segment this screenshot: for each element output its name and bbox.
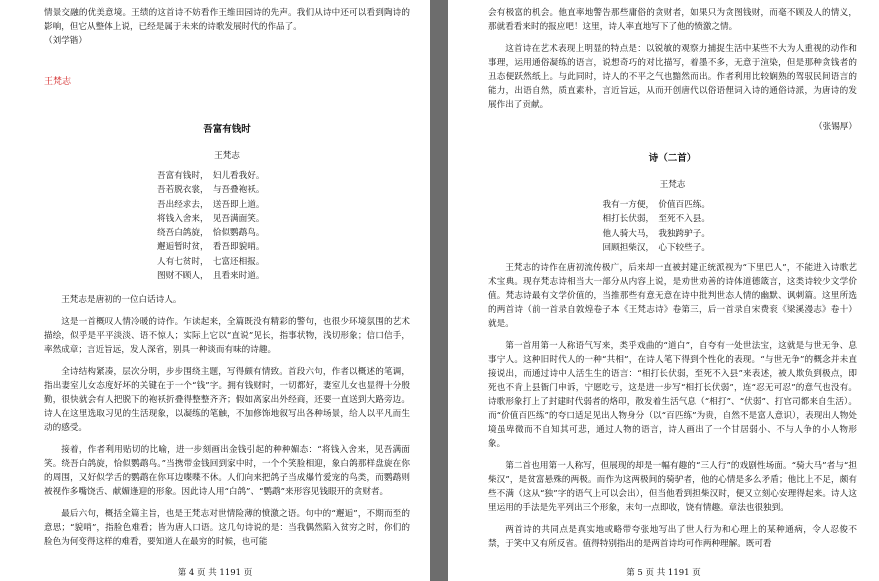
poem-line: 我有一方便， 价值百匹练。: [602, 200, 710, 210]
commentary-paragraph: 接着，作者利用贴切的比喻，进一步刻画出金钱引起的种种媚态：“将钱入舍来，见吾满面笑。绕吾白鸽旋，恰似鹦鹉鸟。”当携带金钱回到家中时，一个个笑脸相迎，象白鸽那样盘旋在你的周围，又好似学舌的鹦鹉在你耳边喋喋不休。人们向来把鸽子当成爆竹爱宠的鸟类，而鹦鹉则被视作多嘴饶舌、献媚逢迎的形象。因此诗人用“白鸽”、“鹦鹉”来形容见钱眼开的贪财者。: [44, 445, 410, 498]
poem-body: [603, 198, 743, 255]
commentary-paragraph: 王梵志是唐初的一位白话诗人。: [61, 295, 182, 306]
poem-line: 将钱入舍来， 见吾满面笑。: [157, 213, 265, 224]
poem-line: 回顾担柴汉， 心下较些子。: [602, 242, 710, 253]
poem-title: 吾富有钱时: [203, 124, 251, 135]
commentary-paragraph: 两首诗的共同点是真实地或略带夸张地写出了世人行为和心理上的某种通病，令人忍俊不禁，于笑中又有所反省。值得特别指出的是两首诗均可作两种理解。既可看: [488, 525, 857, 550]
poem-line: 相打长伏弱， 至死不入县。: [602, 214, 710, 225]
poem-line: 图财不顾人， 且看来时道。: [157, 271, 265, 282]
poem-line: 邂逅暂时贫， 看吾即貌哨。: [157, 242, 265, 253]
poem-line: 吾富有钱时， 妇儿看我好。: [157, 171, 265, 181]
section-heading: 王梵志: [44, 77, 72, 87]
commentary-paragraph: 第二首也用第一人称写，但展现的却是一幅有趣的“三人行”的戏剧性场面。“骑大马”者与“担柴汉”，是贫富悬殊的两极。而作为这两极间的骑驴者，他的心情是多么矛盾；他比上不足，颇有些不满（这从“独”字的语气上可以会出），但当他看到担柴汉时，便又立刻心安理得起来。诗人这里运用的手法是先平列出三个形象，末句一点即收，饶有情趣。章法也很独到。: [488, 461, 857, 514]
top-paragraph: 会有极富的机会。他直率地警告那些庸俗的贪财者，如果只为贪图钱财，而毫不顾及人的情义，那就看看来时的报应吧！这里，诗人率直地写下了他的愤激之情。: [488, 8, 857, 32]
poem-author: 王梵志: [214, 151, 240, 161]
document-page-left: [0, 0, 430, 581]
critic-signature: （张锡厚）: [814, 122, 857, 132]
poem-line: 绕吾白鸽旋， 恰似鹦鹉鸟。: [157, 228, 265, 239]
page-footer: 第 5 页 共 1191 页: [626, 568, 701, 578]
poem-author: 王梵志: [659, 180, 686, 190]
poem-body: [157, 169, 297, 283]
commentary-paragraph: 全诗结构紧凑，层次分明，步步围绕主题，写得颇有情致。首段六句，作者以概述的笔调，指出妻室儿女态度好坏的关键在于一个“钱”字。拥有钱财时，一切都好，妻室儿女也显得十分殷勤，很快就会有人把脱下的袍袄折叠得整整齐齐；假如离家出外经商，还要一直送到大路旁边。诗人在这里选取习见的生活现象，以凝练的笔触，不加修饰地叙写出各种场景，给人以平凡而生动的感受。: [44, 367, 410, 434]
commentary-paragraph: 王梵志的诗作在唐初流传极广，后来却一直被封建正统派视为“下里巴人”，不能进入诗歌艺术宝典。现存梵志诗相当大一部分从内容上说，是劝世劝善的诗体道德箴言，这类诗较少文学价值。梵志诗最有文学价值的，当推那些有意无意在诗中批判世态人情的幽默、讽刺篇。这里所选的两首诗（前一首录自敦煌卷子本《王梵志诗》卷第三，后一首录自宋费衮《梁溪漫志》卷十）就是。: [488, 263, 857, 330]
commentary-paragraph: 这是一首概叹人情冷暖的诗作。乍读起来，全篇既没有精彩的警句，也很少环境氛围的艺术描绘，似乎是平平淡淡、语不惊人；实际上它以“直说”见长，指事状物，浅切形象；信口信手，率然成章；言近旨远，发人深省，别具一种谈而有味的诗趣。: [44, 317, 410, 356]
top-paragraph: 情景交融的优美意境。王绩的这首诗不妨看作王维田园诗的先声。我们从诗中还可以看到陶诗的影响，但它从整体上说，已经是属于未来的诗歌发展时代的作品了。: [44, 8, 410, 32]
page-footer: 第 4 页 共 1191 页: [177, 568, 253, 578]
commentary-paragraph: 最后六句，概括全篇主旨，也是王梵志对世情险薄的愤激之语。句中的“邂逅”，不期而至的意思；“貌哨”，指脸色难看；皆为唐人口语。这几句诗说的是：当我偶然陷入贫穷之时，你们的脸色为何变得这样的难看，要知道人在最穷的时候，也可能: [44, 509, 410, 548]
critic-signature: （刘学锴）: [44, 36, 87, 46]
document-page-right: [448, 0, 879, 581]
commentary-paragraph: 这首诗在艺术表现上明显的特点是：以锐敏的观察力捕捉生活中某些不大为人重视的动作和事理，运用通俗凝练的语言，说想奇巧的对比描写，着墨不多，无意于渲染，但是那种贪钱者的丑态便跃然纸上。与此同时，诗人的不平之气也黯然而出。作者利用比较娴熟的驾驭民间语言的能力，出语自然，质直素朴，言近旨远，从而开创唐代以俗语俚词入诗的通俗诗派，为唐诗的发展作出了贡献。: [488, 44, 857, 110]
poem-line: 他人骑大马， 我独跨驴子。: [602, 228, 710, 239]
poem-line: 吾出经求去， 送吾即上道。: [157, 199, 265, 210]
poem-line: 人有七贫时， 七富还相报。: [157, 256, 265, 267]
poem-title: 诗（二首）: [648, 153, 697, 164]
commentary-paragraph: 第一首用第一人称语气写来，类乎戏曲的“道白”，自夸有一处世法宝，这就是与世无争、息事宁人。这种旧时代人的一种“共相”，在诗人笔下得到个性化的表现。“与世无争”的概念并未直接说出，而通过诗中人活生生的语言：“相打长伏弱，至死不入县”来表述，被人欺负到极点，即死也不肯上县衙门申诉，宁愿吃亏，这是进一步写“相打长伏弱”，连“忍无可忍”的意气也没有。诗歌形象打上了封建时代弱者的烙印，散发着生活气息（“相打”、“伏弱”、打官司都来自生活）。而“价值百匹练”的夸口适足见出人物身分（以“百匹练”为贵，自然不是富人意识），表现出人物处境虽卑微而不自知其可悲，通过人物的语言，诗人画出了一个甘居弱小、不与人争的小人物形象。: [488, 341, 857, 450]
poem-line: 吾若脱衣裳， 与吾叠袍袄。: [157, 185, 265, 196]
